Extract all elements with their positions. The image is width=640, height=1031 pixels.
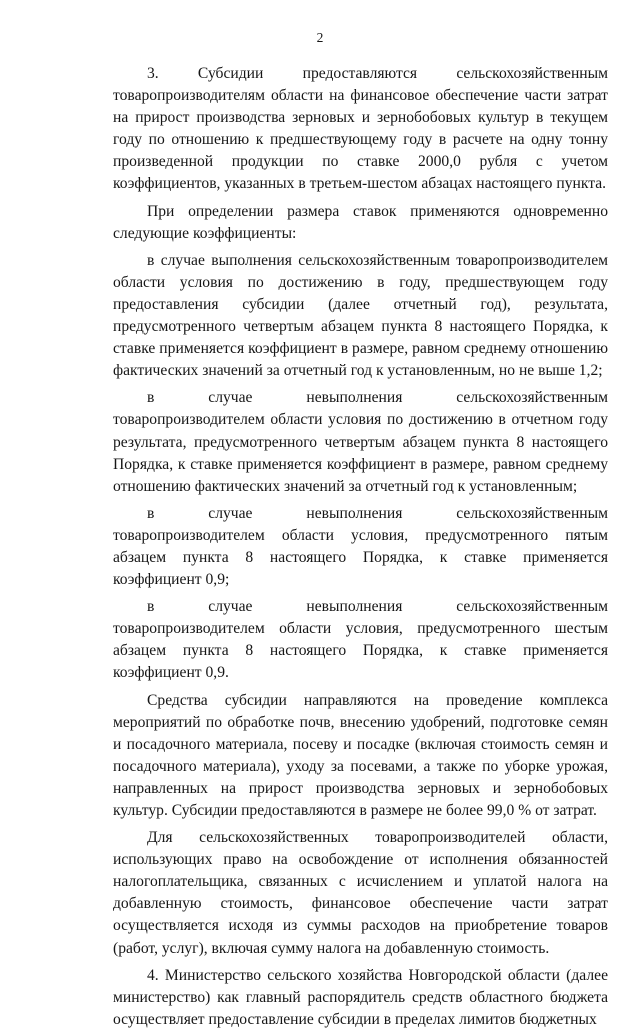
page-number: 2 — [316, 30, 324, 45]
paragraph-subsidy-purpose: 3. Субсидии предоставляются сельскохозяйственным товаропроизводителям области на финансовое обеспечение части затрат на прирост производства зерновых и зернобобовых культур в текущем году по отношению к предшествующему году в расчете на одну тонну произведенной продукции по ставке 2000,0 рубля с учетом коэффициентов, указанных в третьем-шестом абзацах настоящего пункта. — [113, 65, 608, 193]
document-body — [113, 63, 608, 1031]
paragraph-coefficients-intro: При определении размера ставок применяются одновременно следующие коэффициенты: — [113, 202, 608, 242]
paragraph-coefficient-fulfilled: в случае выполнения сельскохозяйственным товаропроизводителем области условия по достижению в году, предшествующем году предоставления субсидии (далее отчетный год), результата, предусмотренного четвертым абзацем пункта 8 настоящего Порядка, к ставке применяется коэффициент в размере, равном среднему отношению фактических значений за отчетный год к установленным, но не выше 1,2; — [113, 251, 608, 380]
paragraph-vat-exemption: Для сельскохозяйственных товаропроизводителей области, использующих право на освобождение от исполнения обязанностей налогоплательщика, связанных с исчислением и уплатой налога на добавленную стоимость, финансовое обеспечение части затрат осуществляется исходя из суммы расходов на приобретение товаров (работ, услуг), включая сумму налога на добавленную стоимость. — [113, 829, 608, 957]
paragraph-funds-usage: Средства субсидии направляются на проведение комплекса мероприятий по обработке почв, внесению удобрений, подготовке семян и посадочного материала, посеву и посадке (включая стоимость семян и посадочного материала), уходу за посевами, а также по уборке урожая, направленных на прирост производства зерновых и зернобобовых культур. Субсидии предоставляются в размере не более 99,0 % от затрат. — [113, 691, 608, 819]
paragraph-coefficient-sixth-clause: в случае невыполнения сельскохозяйственным товаропроизводителем области условия, предусмотренного шестым абзацем пункта 8 настоящего Порядка, к ставке применяется коэффициент 0,9. — [113, 598, 608, 682]
paragraph-coefficient-fifth-clause: в случае невыполнения сельскохозяйственным товаропроизводителем области условия, предусмотренного пятым абзацем пункта 8 настоящего Порядка, к ставке применяется коэффициент 0,9; — [113, 504, 608, 589]
paragraph-coefficient-unfulfilled: в случае невыполнения сельскохозяйственным товаропроизводителем области условия по достижению в отчетном году результата, предусмотренного четвертым абзацем пункта 8 настоящего Порядка, к ставке применяется коэффициент в размере, равном среднему отношению фактических значений за отчетный год к установленным; — [113, 389, 608, 495]
paragraph-ministry: 4. Министерство сельского хозяйства Новгородской области (далее министерство) как главный распорядитель средств областного бюджета осуществляет предоставление субсидии в пределах лимитов бюджетных — [113, 966, 608, 1028]
